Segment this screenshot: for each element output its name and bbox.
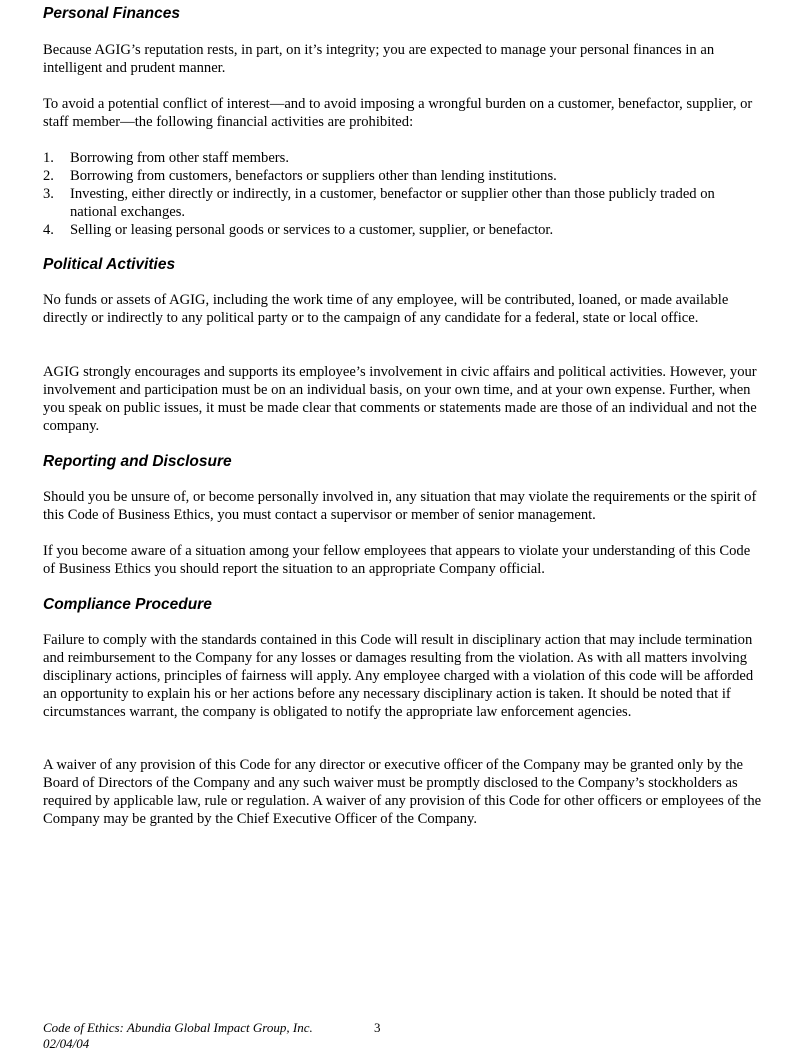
paragraph: If you become aware of a situation among your fellow employees that appears to violate your understanding of this Code of Business Ethics you should report the situation to an appropriate Company official.	[43, 543, 751, 577]
section-heading-compliance-procedure: Compliance Procedure	[43, 596, 212, 613]
paragraph: Because AGIG’s reputation rests, in part, on it’s integrity; you are expected to manage your personal finances in an intelligent and prudent manner.	[43, 42, 715, 76]
footer-document-title: Code of Ethics: Abundia Global Impact Group, Inc. 02/04/04	[43, 1020, 313, 1051]
paragraph: Failure to comply with the standards contained in this Code will result in disciplinary action that may include termination and reimbursement to the Company for any losses or damages resulting from the violation. As with all matters involving disciplinary actions, principles of fairness will apply. Any employee charged with a violation of this code will be afforded an opportunity to explain his or her actions before any necessary disciplinary action is taken. It should be noted that if circumstances warrant, the company is obligated to notify the appropriate law enforcement agencies.	[43, 632, 754, 720]
paragraph: No funds or assets of AGIG, including the work time of any employee, will be contributed, loaned, or made available directly or indirectly to any political party or to the campaign of any candidate for a federal, state or local office.	[43, 292, 729, 326]
paragraph: A waiver of any provision of this Code for any director or executive officer of the Company may be granted only by the Board of Directors of the Company and any such waiver must be promptly disclosed to the Company’s stockholders as required by applicable law, rule or regulation. A waiver of any provision of this Code for other officers or employees of the Company may be granted by the Chief Executive Officer of the Company.	[43, 757, 762, 827]
list-item-text: Investing, either directly or indirectly, in a customer, benefactor or supplier other than those publicly traded on national exchanges.	[70, 186, 715, 220]
list-item-number: 2.	[43, 168, 54, 184]
section-heading-political-activities: Political Activities	[43, 256, 176, 273]
list-item-number: 1.	[43, 150, 54, 166]
section-heading-personal-finances: Personal Finances	[43, 5, 180, 22]
list-item	[43, 221, 765, 239]
page-number: 3	[374, 1020, 381, 1035]
list-item-number: 4.	[43, 222, 54, 238]
paragraph: Should you be unsure of, or become personally involved in, any situation that may violate the requirements or the spirit of this Code of Business Ethics, you must contact a supervisor or member of senior management.	[43, 489, 757, 523]
page-footer	[43, 1020, 643, 1052]
list-item-text: Selling or leasing personal goods or services to a customer, supplier, or benefactor.	[70, 222, 554, 238]
paragraph: AGIG strongly encourages and supports its employee’s involvement in civic affairs and political activities. However, your involvement and participation must be on an individual basis, on your own time, and at your own expense. Further, when you speak on public issues, it must be made clear that comments or statements made are those of an individual and not the company.	[43, 364, 757, 434]
prohibited-activities-list	[43, 149, 765, 239]
list-item-text: Borrowing from other staff members.	[70, 150, 289, 166]
list-item	[43, 149, 765, 167]
paragraph: To avoid a potential conflict of interest—and to avoid imposing a wrongful burden on a customer, benefactor, supplier, or staff member—the following financial activities are prohibited:	[43, 96, 753, 130]
list-item	[43, 167, 765, 185]
section-heading-reporting-disclosure: Reporting and Disclosure	[43, 453, 232, 470]
list-item	[43, 185, 765, 221]
list-item-text: Borrowing from customers, benefactors or suppliers other than lending institutions.	[70, 168, 557, 184]
list-item-number: 3.	[43, 186, 54, 202]
